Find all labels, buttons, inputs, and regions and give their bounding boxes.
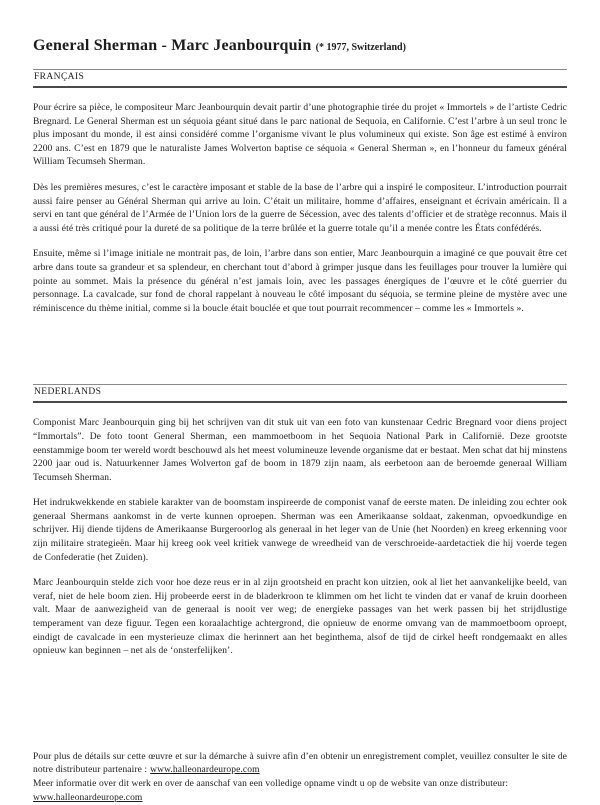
section-heading-francais: FRANÇAIS: [33, 69, 567, 88]
footer-nl: [33, 778, 567, 805]
distributor-link-fr[interactable]: www.halleonardeurope.com: [150, 765, 260, 776]
paragraph-nl-1: Componist Marc Jeanbourquin ging bij het schrijven van dit stuk uit van een foto van kunstenaar Cedric Bregnard voor diens project “Immortals”. De foto toont General Sherman, een mammoetboom in het Sequoia National Park in Californië. Deze grootste eenstammige boom ter wereld wordt beschouwd als het meest volumineuze levende organisme dat er bestaat. Men schat dat hij minstens 2200 jaar oud is. Natuurkenner James Wolverton gaf de boom in 1879 zijn naam, als eerbetoon aan de beroemde generaal William Tecumseh Sherman.: [33, 418, 567, 483]
footer-fr: [33, 751, 567, 778]
title-note: (* 1977, Switzerland): [315, 42, 406, 53]
paragraph-nl-2: Het indrukwekkende en stabiele karakter van de boomstam inspireerde de componist vanaf de eerste maten. De inleiding zou echter ook generaal Shermans aankomst in de verte kunnen oproepen. Sherman was een Amerikaanse soldaat, zakenman, opvoedkundige en schrijver. Hij diende tijdens de Amerikaanse Burgeroorlog als generaal in het leger van de Unie (het Noorden) en kreeg erkenning voor zijn militaire strategieën. Maar hij kreeg ook veel kritiek vanwege de wreedheid van de verschroeide-aardetactiek die hij voerde tegen de Confederatie (het Zuiden).: [33, 498, 567, 563]
page-title: [33, 36, 567, 58]
paragraph-fr-1: Pour écrire sa pièce, le compositeur Marc Jeanbourquin devait partir d’une photographie tirée du projet « Immortels » de l’artiste Cedric Bregnard. Le General Sherman est un séquoia géant situé dans le parc national de Sequoia, en Californie. C’est l’arbre à un seul tronc le plus imposant du monde, il est ainsi considéré comme l’organisme vivant le plus volumineux qui existe. Son âge est estimé à environ 2200 ans. C’est en 1879 que le naturaliste James Wolverton baptise ce séquoia « General Sherman », en l’honneur du fameux général William Tecumseh Sherman.: [33, 103, 567, 168]
title-text: General Sherman - Marc Jeanbourquin: [33, 37, 312, 54]
section-nederlands: [33, 384, 567, 659]
footer-fr-text: Pour plus de détails sur cette œuvre et sur la démarche à suivre afin d’en obtenir un enregistrement complet, veuillez consulter le site de notre distributeur partenaire :: [33, 751, 567, 776]
paragraph-nl-3: Marc Jeanbourquin stelde zich voor hoe deze reus er in al zijn grootsheid en pracht kon uitzien, ook al liet het aanvankelijke beeld, van veraf, niet de hele boom zien. Hij probeerde eerst in de bladerkroon te klimmen om het licht te vinden dat er vanaf de kruin doorheen valt. Maar de aanwezigheid van de generaal is nooit ver weg; de energieke passages van het werk passen bij het strijdlustige temperament van deze figuur. Tegen een koraalachtige achtergrond, die opnieuw de enorme omvang van de mammoetboom oproept, eindigt de cavalcade in een mysterieuze climax die herinnert aan het beginthema, alsof de tijd de cirkel heeft rondgemaakt en alles opnieuw kan beginnen – net als de ‘onsterfelijken’.: [33, 578, 567, 657]
section-heading-nederlands: NEDERLANDS: [33, 384, 567, 403]
paragraph-fr-3: Ensuite, même si l’image initiale ne montrait pas, de loin, l’arbre dans son entier, Marc Jeanbourquin a imaginé ce que pouvait être cet arbre dans toute sa grandeur et sa splendeur, en cherchant tout d’abord à grimper jusque dans les feuillages pour trouver la lumière qui pointe au sommet. Mais la présence du général n’est jamais loin, avec les passages énergiques de l’œuvre et le côté guerrier du personnage. La cavalcade, sur fond de choral rappelant à nouveau le côté imposant du séquoia, se termine pleine de mystère avec une réminiscence du thème initial, comme si la boucle était bouclée et que tout pourrait recommencer – comme les « Immortels ».: [33, 249, 567, 314]
distributor-link-nl[interactable]: www.halleonardeurope.com: [33, 792, 143, 803]
footer: [33, 751, 567, 805]
paragraph-fr-2: Dès les premières mesures, c’est le caractère imposant et stable de la base de l’arbre qui a inspiré le compositeur. L’introduction pourrait aussi faire penser au Général Sherman qui arrive au loin. C’était un militaire, homme d’affaires, enseignant et écrivain américain. Il a servi en tant que général de l’Armée de l’Union lors de la guerre de Sécession, avec des talents d’officier et de stratège reconnus. Mais il a aussi été très critiqué pour la dureté de sa politique de la terre brûlée et la guerre totale qu’il a menée contre les États confédérés.: [33, 182, 567, 234]
section-francais: [33, 69, 567, 316]
footer-nl-text: Meer informatie over dit werk en over de aanschaf van een volledige opname vindt u op de website van onze distributeur:: [33, 779, 509, 789]
